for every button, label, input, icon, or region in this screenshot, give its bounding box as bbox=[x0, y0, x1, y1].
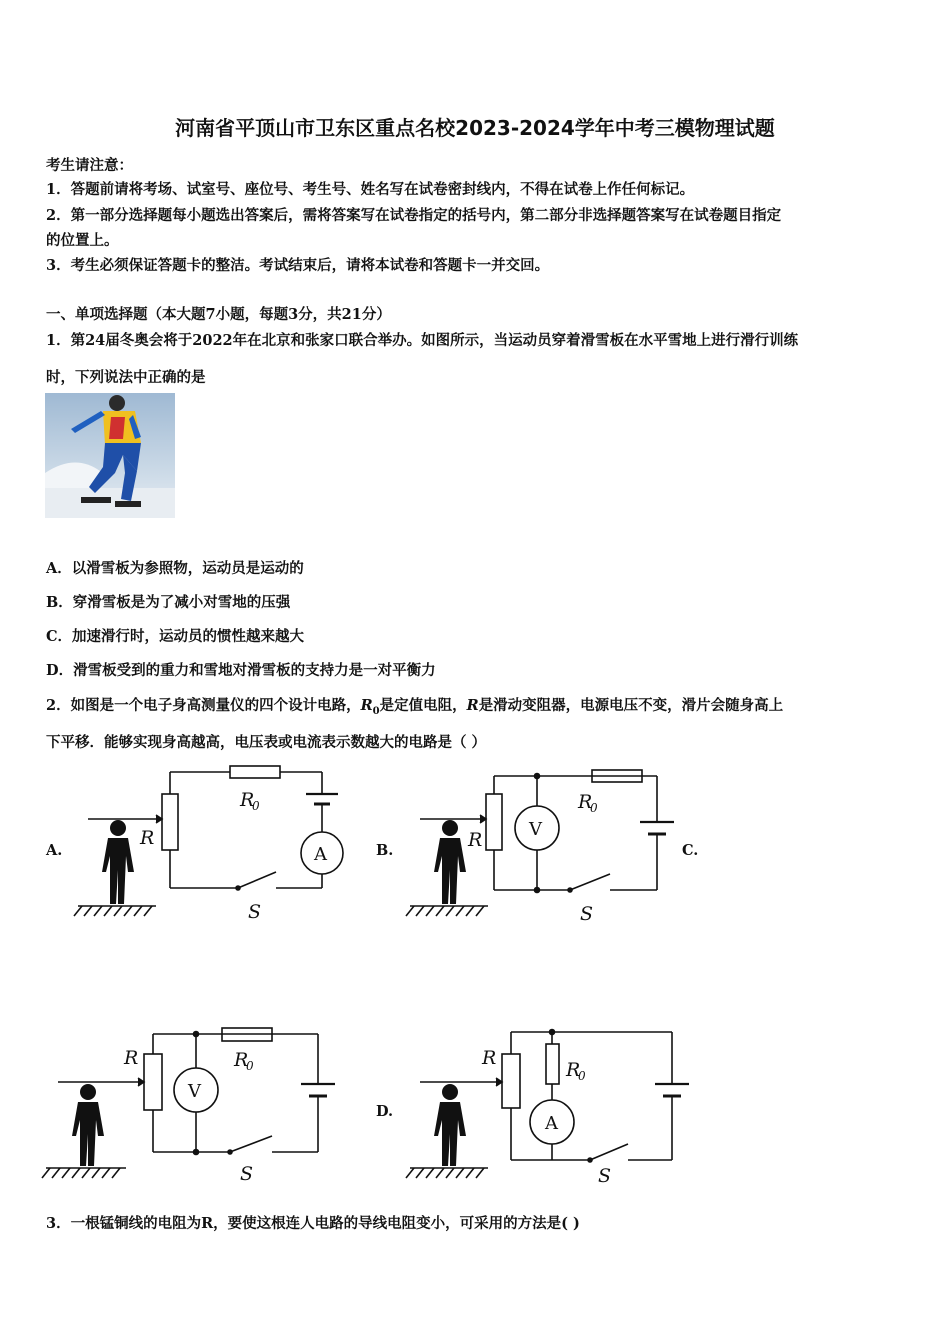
resistor-r0 bbox=[230, 766, 280, 778]
q1-option-c[interactable]: C．加速滑行时，运动员的惯性越来越大 bbox=[46, 628, 305, 645]
rheostat bbox=[486, 794, 502, 850]
skier-photo bbox=[45, 393, 175, 518]
person-icon bbox=[434, 1084, 466, 1166]
label-s: S bbox=[240, 1163, 254, 1185]
label-r0: R bbox=[578, 791, 593, 813]
rheostat bbox=[162, 794, 178, 850]
label-r0: R bbox=[566, 1059, 581, 1081]
label-ammeter: A bbox=[314, 844, 327, 865]
notice-item: 1．答题前请将考场、试室号、座位号、考生号、姓名写在试卷密封线内，不得在试卷上作任何标记。 bbox=[46, 181, 695, 198]
ground bbox=[406, 1168, 488, 1178]
label-s: S bbox=[580, 903, 594, 925]
person-icon bbox=[102, 820, 134, 904]
label-r0-sub: 0 bbox=[590, 801, 598, 815]
q2-label-d[interactable]: D. bbox=[376, 1103, 394, 1120]
circuit-b bbox=[402, 760, 692, 925]
person-icon bbox=[72, 1084, 104, 1166]
q1-stem: 1．第24届冬奥会将于2022年在北京和张家口联合举办。如图所示，当运动员穿着滑雪板在水平雪地上进行滑行训练 bbox=[46, 332, 799, 349]
switch bbox=[590, 1144, 628, 1160]
q2-label-b[interactable]: B. bbox=[376, 842, 394, 859]
label-r: R bbox=[140, 827, 155, 849]
label-r0-sub: 0 bbox=[578, 1069, 586, 1083]
page-title: 河南省平顶山市卫东区重点名校2023-2024学年中考三模物理试题 bbox=[175, 116, 775, 140]
label-s: S bbox=[598, 1165, 612, 1187]
q2-label-c[interactable]: C. bbox=[682, 842, 699, 859]
label-r0: R bbox=[234, 1049, 249, 1071]
q3-stem: 3．一根锰铜线的电阻为R，要使这根连人电路的导线电阻变小，可采用的方法是( ) bbox=[46, 1215, 580, 1232]
label-r0: R bbox=[240, 789, 255, 811]
q2-stem: 2．如图是一个电子身高测量仪的四个设计电路，$R_0$是定值电阻，R是滑动变阻器，电源电压不变，滑片会随身高上 bbox=[46, 697, 784, 717]
circuit-a bbox=[70, 760, 360, 925]
notice-item: 的位置上。 bbox=[46, 232, 119, 249]
circuit-d bbox=[402, 1020, 692, 1190]
q1-option-a[interactable]: A．以滑雪板为参照物，运动员是运动的 bbox=[46, 560, 304, 577]
section-heading: 一、单项选择题（本大题7小题，每题3分，共21分） bbox=[46, 306, 391, 323]
resistor-r0 bbox=[546, 1044, 559, 1084]
label-voltmeter: V bbox=[188, 1081, 201, 1102]
ground bbox=[42, 1168, 126, 1178]
label-r0-sub: 0 bbox=[246, 1059, 254, 1073]
label-s: S bbox=[248, 901, 262, 923]
notice-item: 2．第一部分选择题每小题选出答案后，需将答案写在试卷指定的括号内，第二部分非选择题答案写在试卷题目指定 bbox=[46, 207, 782, 224]
switch bbox=[238, 872, 276, 888]
q2-label-a[interactable]: A. bbox=[46, 842, 63, 859]
q1-option-d[interactable]: D．滑雪板受到的重力和雪地对滑雪板的支持力是一对平衡力 bbox=[46, 662, 436, 679]
switch bbox=[230, 1136, 272, 1152]
circuit-c bbox=[40, 1020, 340, 1190]
label-voltmeter: V bbox=[529, 819, 542, 840]
label-r: R bbox=[482, 1047, 497, 1069]
q1-option-b[interactable]: B．穿滑雪板是为了减小对雪地的压强 bbox=[46, 594, 291, 611]
ground bbox=[406, 906, 488, 916]
label-r: R bbox=[468, 829, 483, 851]
person-icon bbox=[434, 820, 466, 904]
notice-item: 3．考生必须保证答题卡的整洁。考试结束后，请将本试卷和答题卡一并交回。 bbox=[46, 257, 550, 274]
q1-stem: 时，下列说法中正确的是 bbox=[46, 369, 206, 386]
ground bbox=[74, 906, 156, 916]
rheostat bbox=[144, 1054, 162, 1110]
rheostat bbox=[502, 1054, 520, 1108]
q2-stem: 下平移．能够实现身高越高，电压表或电流表示数越大的电路是（ ） bbox=[46, 734, 487, 751]
label-ammeter: A bbox=[545, 1113, 558, 1134]
label-r: R bbox=[124, 1047, 139, 1069]
notice-heading: 考生请注意： bbox=[46, 157, 133, 174]
label-r0-sub: 0 bbox=[252, 799, 260, 813]
switch bbox=[570, 874, 610, 890]
